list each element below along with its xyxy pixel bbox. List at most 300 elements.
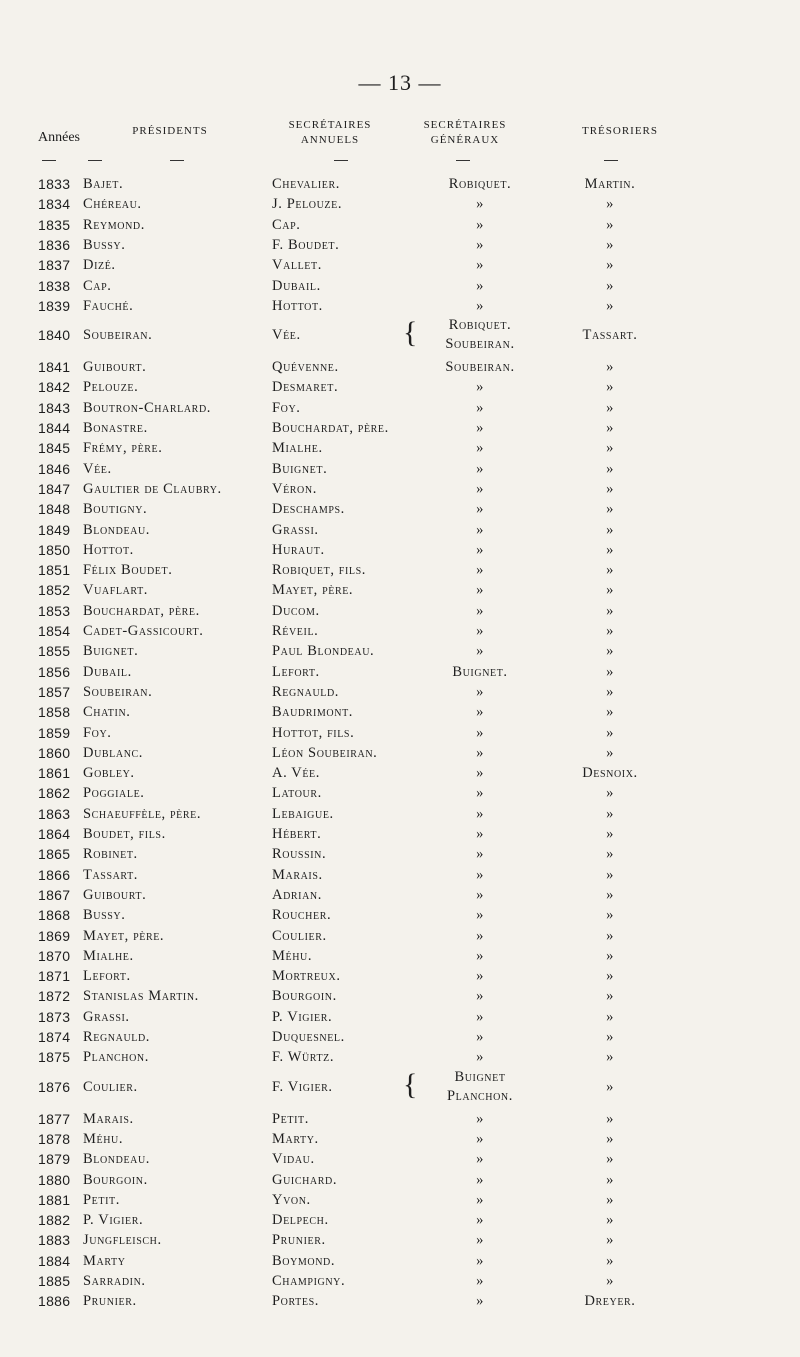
- secretaire-annuel-cell: Boymond.: [272, 1252, 336, 1269]
- president-cell: Bourgoin.: [83, 1171, 148, 1188]
- president-cell: Robinet.: [83, 846, 138, 863]
- tresorier-cell: »: [606, 927, 614, 944]
- year-cell: 1834: [38, 196, 71, 213]
- tresorier-cell: »: [606, 826, 614, 842]
- secretaire-general-cell: »: [476, 602, 484, 619]
- tresorier-cell: »: [606, 1110, 614, 1127]
- secretaire-annuel-cell: F. Boudet.: [272, 236, 340, 253]
- year-cell: 1839: [38, 297, 71, 314]
- year-cell: 1852: [38, 582, 71, 599]
- secretaire-annuel-cell: Deschamps.: [272, 501, 345, 518]
- secretaire-general-cell: »: [476, 562, 484, 579]
- secretaire-annuel-cell: Roussin.: [272, 846, 327, 863]
- president-cell: Cadet-Gassicourt.: [83, 623, 204, 639]
- year-cell: 1884: [38, 1252, 71, 1269]
- president-cell: Stanislas Martin.: [83, 988, 199, 1005]
- year-cell: 1886: [38, 1293, 71, 1310]
- tresorier-cell: »: [606, 1078, 614, 1095]
- table-row: [0, 1291, 800, 1311]
- secretaire-general-cell: »: [476, 420, 484, 436]
- table-row: [0, 1271, 800, 1291]
- year-cell: 1870: [38, 947, 71, 964]
- table-row: [0, 621, 800, 641]
- secretaire-general-cell: »: [476, 521, 484, 538]
- secretaire-general-cell: Soubeiran.: [445, 359, 515, 376]
- year-cell: 1872: [38, 988, 71, 1005]
- president-cell: Tassart.: [83, 866, 139, 883]
- secretaire-general-cell: »: [476, 866, 484, 883]
- table-row: [0, 804, 800, 824]
- table-row: [0, 1068, 800, 1106]
- secretaire-annuel-cell: Méhu.: [272, 947, 313, 964]
- tresorier-cell: »: [606, 1212, 614, 1229]
- president-cell: Bussy.: [83, 236, 126, 253]
- secretaire-general-cell: »: [476, 947, 484, 964]
- tresorier-cell: »: [606, 704, 614, 721]
- president-cell: Fauché.: [83, 297, 134, 314]
- secretaire-general-cell: »: [476, 480, 484, 497]
- secretaire-annuel-cell: Bourgoin.: [272, 988, 337, 1005]
- tresorier-cell: »: [606, 886, 614, 903]
- president-cell: Gaultier de Claubry.: [83, 480, 222, 497]
- secretaire-general-cell: »: [476, 623, 484, 639]
- table-row: [0, 986, 800, 1006]
- header-tresoriers: TRÉSORIERS: [581, 125, 658, 137]
- year-cell: 1842: [38, 379, 71, 396]
- year-cell: 1880: [38, 1171, 71, 1188]
- table-row: [0, 885, 800, 905]
- year-cell: 1868: [38, 907, 71, 924]
- president-cell: Méhu.: [83, 1130, 124, 1147]
- secretaire-general-line: Planchon.: [447, 1087, 513, 1104]
- president-cell: P. Vigier.: [83, 1212, 144, 1229]
- tresorier-cell: »: [606, 1252, 614, 1269]
- president-cell: Mayet, père.: [83, 927, 165, 944]
- table-row: [0, 438, 800, 458]
- secretaire-general-line: Robiquet.: [448, 317, 512, 334]
- tresorier-cell: Tassart.: [582, 327, 638, 344]
- president-cell: Chéreau.: [83, 196, 142, 213]
- secretaire-general-cell: »: [476, 1110, 484, 1127]
- secretaire-general-cell: »: [476, 785, 484, 802]
- secretaire-general-cell: »: [476, 1293, 484, 1310]
- tresorier-cell: »: [606, 947, 614, 964]
- secretaire-general-cell: »: [476, 744, 484, 761]
- year-cell: 1873: [38, 1008, 71, 1025]
- year-cell: 1866: [38, 866, 71, 883]
- president-cell: Dizé.: [83, 257, 116, 274]
- secretaire-general-cell: »: [476, 1029, 484, 1045]
- tresorier-cell: »: [606, 562, 614, 579]
- tresorier-cell: »: [606, 623, 614, 639]
- tresorier-cell: »: [606, 988, 614, 1005]
- president-cell: Blondeau.: [83, 1151, 151, 1168]
- year-cell: 1846: [38, 460, 71, 477]
- secretaire-annuel-cell: Vallet.: [272, 257, 322, 274]
- year-cell: 1883: [38, 1232, 71, 1249]
- table-row: [0, 702, 800, 722]
- tresorier-cell: Dreyer.: [584, 1293, 636, 1310]
- president-cell: Petit.: [83, 1191, 120, 1208]
- president-cell: Bajet.: [83, 176, 124, 192]
- tresorier-cell: »: [606, 683, 614, 700]
- secretaire-annuel-cell: Lebaigue.: [272, 805, 334, 822]
- president-cell: Boutron-Charlard.: [83, 399, 211, 416]
- table-row: [0, 479, 800, 499]
- table-row: [0, 662, 800, 682]
- secretaire-annuel-cell: Guichard.: [272, 1171, 338, 1188]
- secretaire-annuel-cell: Hottot.: [272, 297, 323, 314]
- secretaire-general-cell: »: [476, 1151, 484, 1168]
- tresorier-cell: »: [606, 663, 614, 680]
- secretaire-general-cell: »: [476, 541, 484, 558]
- president-cell: Marty: [83, 1252, 126, 1269]
- secretaire-general-cell: Buignet.: [452, 663, 508, 680]
- year-cell: 1858: [38, 704, 71, 721]
- table-row: [0, 905, 800, 925]
- president-cell: Dubail.: [83, 663, 132, 680]
- president-cell: Sarradin.: [83, 1273, 146, 1289]
- secretaire-general-cell: »: [476, 297, 484, 314]
- secretaire-annuel-cell: Roucher.: [272, 907, 332, 924]
- secretaire-general-cell: »: [476, 643, 484, 660]
- tresorier-cell: »: [606, 1151, 614, 1168]
- secretaire-general-cell: »: [476, 886, 484, 903]
- secretaire-general-line: Buignet: [454, 1068, 506, 1085]
- secretaire-general-cell: »: [476, 724, 484, 741]
- secretaire-annuel-cell: Hottot, fils.: [272, 724, 355, 741]
- secretaire-annuel-cell: Delpech.: [272, 1212, 329, 1229]
- year-cell: 1876: [38, 1078, 71, 1095]
- year-cell: 1881: [38, 1191, 71, 1208]
- tresorier-cell: »: [606, 805, 614, 822]
- secretaire-annuel-cell: Huraut.: [272, 541, 325, 558]
- secretaire-general-cell: »: [476, 683, 484, 700]
- header-presidents: PRÉSIDENTS: [132, 125, 208, 137]
- table-row: [0, 255, 800, 275]
- table-row: [0, 1129, 800, 1149]
- tresorier-cell: »: [606, 460, 614, 477]
- secretaire-annuel-cell: Yvon.: [272, 1191, 311, 1208]
- secretaire-general-cell: »: [476, 927, 484, 944]
- secretaire-annuel-cell: Petit.: [272, 1110, 309, 1127]
- president-cell: Regnauld.: [83, 1029, 151, 1045]
- year-cell: 1874: [38, 1029, 71, 1045]
- tresorier-cell: »: [606, 359, 614, 376]
- table-row: [0, 296, 800, 316]
- secretaire-general-cell: »: [476, 501, 484, 518]
- secretaire-annuel-cell: Marais.: [272, 866, 323, 883]
- table-row: [0, 560, 800, 580]
- president-cell: Jungfleisch.: [83, 1232, 162, 1249]
- tresorier-cell: Martin.: [584, 176, 636, 192]
- tresorier-cell: »: [606, 277, 614, 294]
- table-row: [0, 824, 800, 844]
- year-cell: 1843: [38, 399, 71, 416]
- year-cell: 1856: [38, 663, 71, 680]
- secretaire-annuel-cell: Desmaret.: [272, 379, 339, 396]
- table-row: [0, 763, 800, 783]
- table-row: [0, 276, 800, 296]
- tresorier-cell: »: [606, 744, 614, 761]
- secretaire-annuel-cell: Grassi.: [272, 521, 319, 538]
- table-row: [0, 520, 800, 540]
- table-row: [0, 865, 800, 885]
- table-row: [0, 641, 800, 661]
- year-cell: 1860: [38, 744, 71, 761]
- year-cell: 1878: [38, 1130, 71, 1147]
- president-cell: Dublanc.: [83, 744, 144, 761]
- year-cell: 1863: [38, 805, 71, 822]
- tresorier-cell: »: [606, 440, 614, 457]
- tresorier-cell: »: [606, 643, 614, 660]
- year-cell: 1847: [38, 480, 71, 497]
- secretaire-annuel-cell: A. Vée.: [272, 765, 320, 782]
- table-row: [0, 174, 800, 194]
- year-cell: 1865: [38, 846, 71, 863]
- president-cell: Mialhe.: [83, 947, 134, 964]
- tresorier-cell: »: [606, 399, 614, 416]
- year-cell: 1857: [38, 683, 71, 700]
- header-annees: Années: [38, 130, 80, 145]
- year-cell: 1859: [38, 724, 71, 741]
- tresorier-cell: »: [606, 785, 614, 802]
- table-row: [0, 1230, 800, 1250]
- secretaire-annuel-cell: Quévenne.: [272, 359, 339, 376]
- president-cell: Prunier.: [83, 1293, 137, 1310]
- secretaire-annuel-cell: Portes.: [272, 1293, 319, 1310]
- tresorier-cell: »: [606, 582, 614, 599]
- table-row: [0, 1210, 800, 1230]
- secretaire-general-cell: »: [476, 1191, 484, 1208]
- table-row: [0, 580, 800, 600]
- table-row: [0, 377, 800, 397]
- year-cell: 1833: [38, 176, 71, 192]
- secretaire-general-cell: »: [476, 1130, 484, 1147]
- tresorier-cell: »: [606, 1191, 614, 1208]
- president-cell: Bonastre.: [83, 420, 148, 436]
- secretaire-annuel-cell: Mayet, père.: [272, 582, 354, 599]
- table-row: [0, 235, 800, 255]
- year-cell: 1875: [38, 1049, 71, 1066]
- tresorier-cell: »: [606, 297, 614, 314]
- tresorier-cell: »: [606, 1273, 614, 1289]
- tresorier-cell: »: [606, 236, 614, 253]
- header-secretaires-annuels: SECRÉTAIRES ANNUELS: [288, 119, 372, 146]
- secretaire-general-cell: »: [476, 1049, 484, 1066]
- year-cell: 1837: [38, 257, 71, 274]
- secretaire-annuel-cell: Cap.: [272, 216, 301, 233]
- secretaire-annuel-cell: Latour.: [272, 785, 322, 802]
- secretaire-general-cell: »: [476, 968, 484, 985]
- year-cell: 1849: [38, 521, 71, 538]
- secretaire-annuel-cell: Mialhe.: [272, 440, 323, 457]
- secretaire-annuel-cell: Dubail.: [272, 277, 321, 294]
- tresorier-cell: »: [606, 1049, 614, 1066]
- secretaire-general-cell: »: [476, 704, 484, 721]
- secretaire-annuel-cell: J. Pelouze.: [272, 196, 343, 213]
- president-cell: Boudet, fils.: [83, 826, 166, 842]
- year-cell: 1867: [38, 886, 71, 903]
- table-row: [0, 1190, 800, 1210]
- secretaire-annuel-cell: Léon Soubeiran.: [272, 744, 378, 761]
- table-row: [0, 418, 800, 438]
- secretaire-annuel-cell: P. Vigier.: [272, 1008, 333, 1025]
- secretaire-general-cell: »: [476, 826, 484, 842]
- table-row: [0, 682, 800, 702]
- secretaire-general-cell: »: [476, 440, 484, 457]
- year-cell: 1841: [38, 359, 71, 376]
- year-cell: 1854: [38, 623, 71, 639]
- year-cell: 1855: [38, 643, 71, 660]
- year-cell: 1850: [38, 541, 71, 558]
- table-row: [0, 316, 800, 354]
- table-row: [0, 1149, 800, 1169]
- table-row: [0, 723, 800, 743]
- secretaire-general-cell: Robiquet.: [448, 176, 512, 192]
- president-cell: Hottot.: [83, 541, 134, 558]
- table-row: [0, 844, 800, 864]
- secretaire-general-line: Soubeiran.: [445, 336, 515, 353]
- secretaire-annuel-cell: Vidau.: [272, 1151, 315, 1168]
- brace-icon: {: [403, 316, 418, 350]
- brace-icon: {: [403, 1067, 418, 1101]
- year-cell: 1885: [38, 1273, 71, 1289]
- tresorier-cell: »: [606, 907, 614, 924]
- year-cell: 1882: [38, 1212, 71, 1229]
- secretaire-general-cell: [395, 316, 565, 354]
- year-cell: 1861: [38, 765, 71, 782]
- tresorier-cell: »: [606, 541, 614, 558]
- president-cell: Reymond.: [83, 216, 145, 233]
- president-cell: Vée.: [83, 460, 112, 477]
- table-row: [0, 398, 800, 418]
- president-cell: Chatin.: [83, 704, 131, 721]
- year-cell: 1836: [38, 236, 71, 253]
- president-cell: Poggiale.: [83, 785, 145, 802]
- secretaire-general-cell: »: [476, 1212, 484, 1229]
- table-row: [0, 1109, 800, 1129]
- secretaire-annuel-cell: Baudrimont.: [272, 704, 354, 721]
- secretaire-general-cell: »: [476, 1273, 484, 1289]
- secretaire-annuel-cell: Robiquet, fils.: [272, 562, 366, 579]
- secretaire-general-cell: »: [476, 1008, 484, 1025]
- president-cell: Foy.: [83, 724, 112, 741]
- secretaire-annuel-cell: F. Vigier.: [272, 1078, 333, 1095]
- secretaire-general-cell: »: [476, 1252, 484, 1269]
- tresorier-cell: »: [606, 521, 614, 538]
- secretaire-annuel-cell: Mortreux.: [272, 968, 341, 985]
- secretaire-annuel-cell: Ducom.: [272, 602, 320, 619]
- president-cell: Cap.: [83, 277, 112, 294]
- table-row: [0, 946, 800, 966]
- year-cell: 1848: [38, 501, 71, 518]
- tresorier-cell: »: [606, 1029, 614, 1045]
- table-row: [0, 966, 800, 986]
- year-cell: 1844: [38, 420, 71, 436]
- president-cell: Boutigny.: [83, 501, 148, 518]
- president-cell: Vuaflart.: [83, 582, 149, 599]
- president-cell: Guibourt.: [83, 359, 147, 376]
- secretaire-annuel-cell: Paul Blondeau.: [272, 643, 375, 660]
- president-cell: Gobley.: [83, 765, 135, 782]
- president-cell: Guibourt.: [83, 886, 147, 903]
- president-cell: Planchon.: [83, 1049, 149, 1066]
- tresorier-cell: »: [606, 420, 614, 436]
- tresorier-cell: »: [606, 1171, 614, 1188]
- secretaire-annuel-cell: Coulier.: [272, 927, 327, 944]
- table-row: [0, 194, 800, 214]
- secretaire-general-cell: »: [476, 257, 484, 274]
- year-cell: 1840: [38, 327, 71, 344]
- secretaire-general-cell: »: [476, 379, 484, 396]
- secretaire-annuel-cell: Hébert.: [272, 826, 322, 842]
- president-cell: Bouchardat, père.: [83, 602, 200, 619]
- tresorier-cell: »: [606, 846, 614, 863]
- tresorier-cell: »: [606, 1232, 614, 1249]
- header-secretaires-generaux: SECRÉTAIRES GÉNÉRAUX: [423, 119, 507, 146]
- secretaire-general-cell: »: [476, 399, 484, 416]
- tresorier-cell: »: [606, 602, 614, 619]
- tresorier-cell: »: [606, 724, 614, 741]
- tresorier-cell: »: [606, 216, 614, 233]
- secretaire-general-cell: »: [476, 988, 484, 1005]
- table-row: [0, 1047, 800, 1067]
- table-row: [0, 1170, 800, 1190]
- secretaire-annuel-cell: Foy.: [272, 399, 301, 416]
- year-cell: 1838: [38, 277, 71, 294]
- tresorier-cell: »: [606, 480, 614, 497]
- tresorier-cell: »: [606, 1008, 614, 1025]
- president-cell: Buignet.: [83, 643, 139, 660]
- year-cell: 1835: [38, 216, 71, 233]
- tresorier-cell: »: [606, 257, 614, 274]
- president-cell: Soubeiran.: [83, 327, 153, 344]
- secretaire-annuel-cell: Bouchardat, père.: [272, 420, 389, 436]
- secretaire-annuel-cell: Chevalier.: [272, 176, 340, 192]
- secretaire-annuel-cell: Regnauld.: [272, 683, 340, 700]
- year-cell: 1864: [38, 826, 71, 842]
- secretaire-annuel-cell: Prunier.: [272, 1232, 326, 1249]
- tresorier-cell: Desnoix.: [582, 765, 638, 782]
- secretaire-general-cell: »: [476, 846, 484, 863]
- year-cell: 1851: [38, 562, 71, 579]
- president-cell: Soubeiran.: [83, 683, 153, 700]
- tresorier-cell: »: [606, 866, 614, 883]
- secretaire-general-cell: »: [476, 460, 484, 477]
- secretaire-general-cell: »: [476, 765, 484, 782]
- table-row: [0, 1251, 800, 1271]
- president-cell: Marais.: [83, 1110, 134, 1127]
- table-row: [0, 459, 800, 479]
- tresorier-cell: »: [606, 1130, 614, 1147]
- year-cell: 1845: [38, 440, 71, 457]
- table-row: [0, 601, 800, 621]
- year-cell: 1871: [38, 968, 71, 985]
- secretaire-general-cell: »: [476, 236, 484, 253]
- secretaire-general-cell: »: [476, 907, 484, 924]
- president-cell: Coulier.: [83, 1078, 138, 1095]
- tresorier-cell: »: [606, 968, 614, 985]
- table-row: [0, 1027, 800, 1047]
- secretaire-general-cell: »: [476, 196, 484, 213]
- table-row: [0, 215, 800, 235]
- secretaire-general-cell: »: [476, 1232, 484, 1249]
- president-cell: Lefort.: [83, 968, 131, 985]
- secretaire-general-cell: »: [476, 582, 484, 599]
- tresorier-cell: »: [606, 501, 614, 518]
- president-cell: Bussy.: [83, 907, 126, 924]
